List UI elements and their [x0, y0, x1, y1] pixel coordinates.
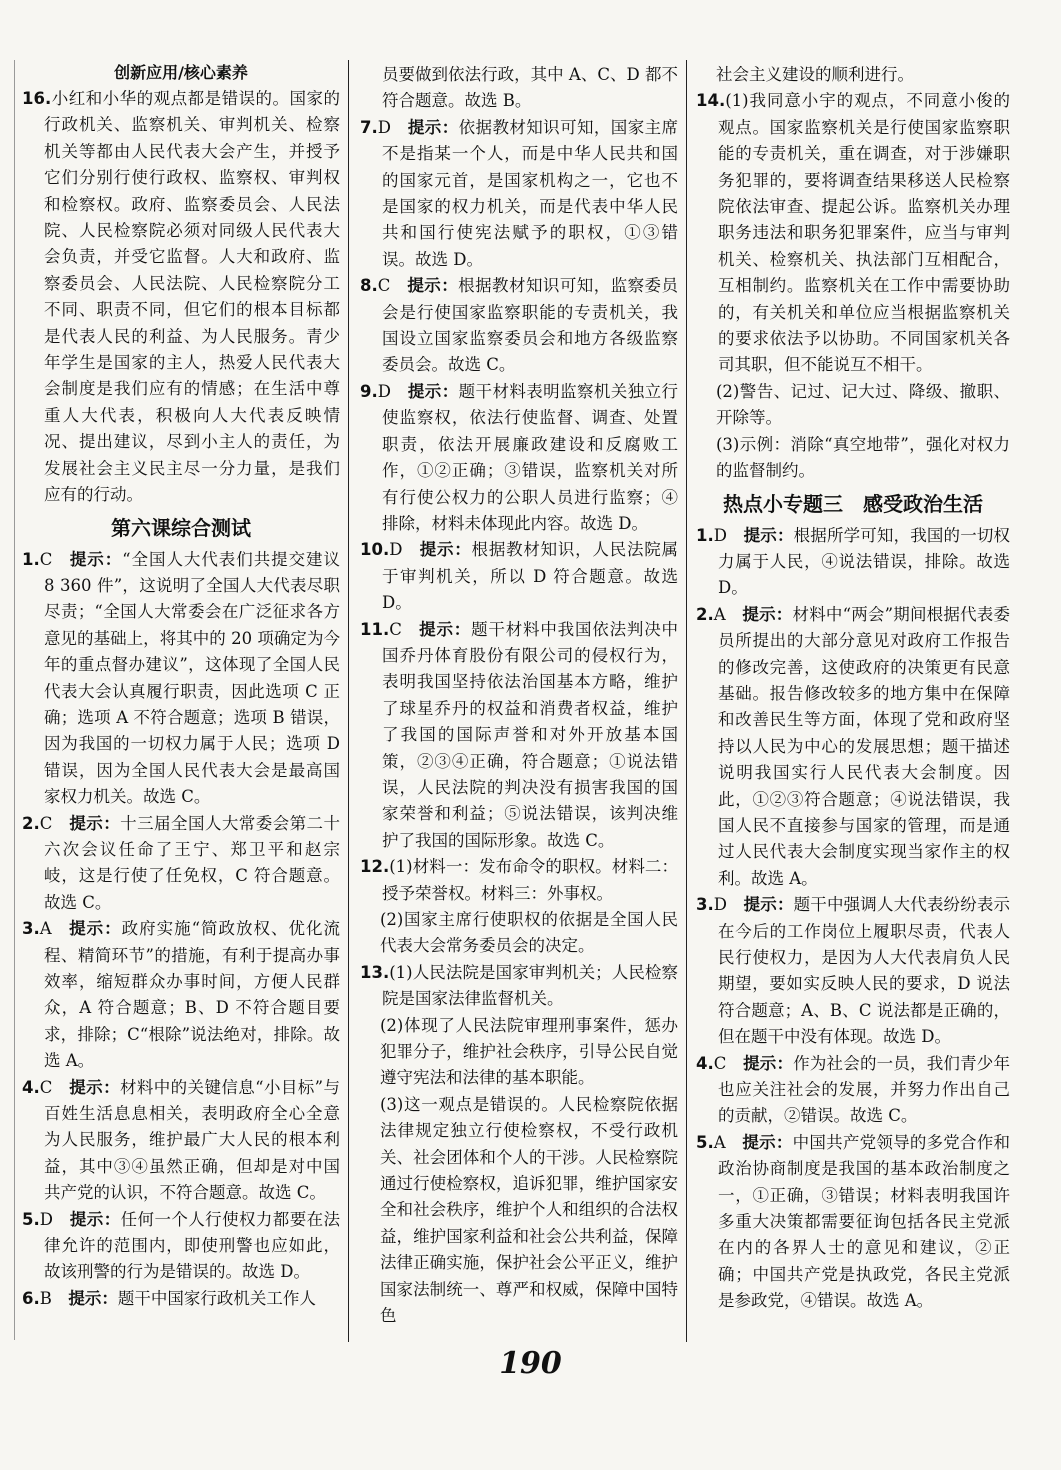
answer-text: 根据所学可知，我国的一切权力属于人民，④说法错误，排除。故选 D。: [718, 525, 1011, 598]
answer-text: 政府实施“简政放权、优化流程、精简环节”的措施，有利于提高办事效率，缩短群众办事时间，方便人民群众，A 符合题意；B、D 不符合题目要求，排除；C“根除”说法绝对，排除。故选 A。: [44, 919, 341, 1071]
answer-text: (1)人民法院是国家审判机关；人民检察院是国家法律监督机关。: [382, 962, 678, 1009]
answer-choice: D: [377, 117, 391, 137]
hint-label: 提示：: [68, 919, 122, 939]
hint-label: 提示：: [68, 549, 123, 569]
binding-margin: [0, 60, 15, 1340]
question-number: 3.: [22, 919, 40, 939]
page-number: 190: [499, 1346, 562, 1381]
answer-item: [696, 88, 1010, 378]
hint-label: 提示：: [418, 540, 472, 560]
answer-subpart: (3)这一观点是错误的。人民检察院依据法律规定独立行使检察权，不受行政机关、社会团体和个人的干涉。人民检察院通过行使检察权，追诉犯罪，维护国家安全和社会秩序，维护个人和组织的合法权益，维护国家利益和社会公共利益，保障法律正确实施，保护社会公平正义，维护国家法制统一、尊严和权威，保障中国特色: [380, 1094, 678, 1326]
question-number: 1.: [696, 525, 714, 545]
hint-label: 提示：: [743, 895, 794, 915]
section-title: 第六课综合测试: [111, 515, 251, 540]
answer-text: 任何一个人行使权力都要在法律允许的范围内，即使刑警也应如此，故该刑警的行为是错误的。故选 D。: [44, 1209, 341, 1282]
question-number: 7.: [360, 117, 378, 137]
answer-subpart: (3)示例：消除“真空地带”，强化对权力的监督制约。: [716, 434, 1010, 481]
continued-text: 社会主义建设的顺利进行。: [716, 65, 914, 84]
hint-label: 提示：: [68, 813, 121, 833]
question-number: 14.: [696, 91, 726, 111]
answer-choice: C: [389, 619, 402, 639]
answer-choice: C: [713, 1053, 727, 1073]
answer-text: 题干材料中我国依法判决中国乔丹体育股份有限公司的侵权行为，表明我国坚持依法治国基本方略，维护了球星乔丹的权益和消费者权益，维护了我国的国际声誉和对外开放基本国策，②③④正确，符合题意；①说法错误，人民法院的判决没有损害我国的国家荣誉和利益；⑤说法错误，该判决维护了我国的国际形象。故选 C。: [382, 619, 679, 850]
answer-text: 根据教材知识，人民法院属于审判机关，所以 D 符合题意。故选 D。: [382, 540, 679, 613]
question-number: 2.: [22, 813, 40, 833]
answer-item: [696, 523, 1010, 602]
answer-item: [360, 617, 678, 855]
answer-text: 材料中的关键信息“小目标”与百姓生活息息相关，表明政府全心全意为人民服务，维护最广大人民的根本利益，其中③④虽然正确，但却是对中国共产党的认识，不符合题意。故选 C。: [44, 1077, 341, 1203]
answer-item: [360, 537, 678, 616]
section-title: 热点小专题三 感受政治生活: [723, 491, 983, 516]
continued-text: 员要做到依法行政，其中 A、C、D 都不符合题意。故选 B。: [382, 65, 678, 111]
answer-text: 材料中“两会”期间根据代表委员所提出的大部分意见对政府工作报告的修改完善，这使政府的决策更有民意基础。报告修改较多的地方集中在保障和改善民生等方面，体现了党和政府坚持以人民为中心的发展思想；题干描述说明我国实行人民代表大会制度。因此，①②③符合题意；④说法错误，我国人民不直接参与国家的管理，而是通过人民代表大会制度实现当家作主的权利。故选 A。: [718, 604, 1010, 888]
hint-label: 提示：: [418, 619, 472, 639]
question-number: 4.: [22, 1077, 40, 1097]
question-number: 16.: [22, 89, 52, 108]
answer-item: [360, 379, 678, 537]
answer-item: [22, 86, 340, 509]
answer-choice: D: [713, 895, 727, 915]
question-number: 9.: [360, 381, 378, 401]
answer-item: [696, 602, 1010, 892]
question-number: 13.: [360, 962, 390, 982]
answer-text: 题干材料表明监察机关独立行使监察权，依法行使监督、调查、处置职责，依法开展廉政建设和反腐败工作，①②正确；③错误，监察机关对所有行使公权力的公职人员进行监察；④排除，材料未体现此内容。故选 D。: [382, 381, 679, 533]
answer-text: (1)我同意小宇的观点，不同意小俊的观点。国家监察机关是行使国家监察职能的专责机关，重在调查，对于涉嫌职务犯罪的，要将调查结果移送人民检察院依法审查、提起公诉。监察机关办理职务违法和职务犯罪案件，应当与审判机关、检察机关、执法部门互相配合，互相制约。监察机关在工作中需要协助的，有关机关和单位应当根据监察机关的要求依法予以协助。不同国家机关各司其职，但不能说互不相干。: [718, 91, 1010, 375]
hint-label: 提示：: [742, 604, 793, 624]
question-number: 5.: [22, 1209, 40, 1229]
answer-item: [22, 547, 340, 811]
answer-choice: C: [377, 276, 391, 296]
answer-subpart: (2)体现了人民法院审理刑事案件，惩办犯罪分子，维护社会秩序，引导公民自觉遵守宪法和法律的基本职能。: [380, 1015, 678, 1088]
column-divider: [348, 60, 349, 1342]
answer-choice: C: [39, 813, 53, 833]
column-left: [22, 62, 340, 1312]
hint-label: 提示：: [743, 525, 794, 545]
answer-choice: D: [713, 525, 727, 545]
answer-text: 小红和小华的观点都是错误的。国家的行政机关、监察机关、审判机关、检察机关等都由人民代表大会产生，并授予它们分别行使行政权、监察权、审判权和检察权。政府、监察委员会、人民法院、人民检察院必须对同级人民代表大会负责，并受它监督。人大和政府、监察委员会、人民法院、人民检察院分工不同、职责不同，但它们的根本目标都是代表人民的利益、为人民服务。青少年学生是国家的主人，热爱人民代表大会制度是我们应有的情感；在生活中尊重人大代表，积极向人大代表反映情况、提出建议，尽到小主人的责任，为发展社会主义民主尽一分力量，是我们应有的行动。: [44, 89, 340, 505]
answer-list: [696, 523, 1010, 1315]
hint-label: 提示：: [742, 1132, 793, 1152]
answer-item: [360, 960, 678, 1013]
section-heading: 创新应用/核心素养: [114, 63, 248, 82]
answer-choice: A: [39, 919, 52, 939]
answer-item: [22, 811, 340, 917]
answer-text: (1)材料一：发布命令的职权。材料二：授予荣誉权。材料三：外事权。: [382, 857, 678, 903]
answer-choice: D: [377, 381, 391, 401]
answer-subpart: (2)国家主席行使职权的依据是全国人民代表大会常务委员会的决定。: [380, 910, 678, 956]
question-number: 2.: [696, 604, 714, 624]
question-number: 10.: [360, 540, 390, 560]
answer-choice: C: [39, 549, 53, 569]
answer-list: [22, 547, 340, 1313]
answer-choice: B: [39, 1288, 52, 1308]
answer-text: 依据教材知识可知，国家主席不是指某一个人，而是中华人民共和国的国家元首，是国家机构之一，它也不是国家的权力机关，而是代表中华人民共和国行使宪法赋予的职权，①③错误。故选 D。: [382, 117, 679, 269]
question-number: 12.: [360, 857, 390, 877]
hint-label: 提示：: [69, 1209, 121, 1229]
answer-choice: A: [713, 1132, 726, 1152]
answer-item: [22, 1286, 340, 1312]
question-number: 6.: [22, 1288, 40, 1308]
question-number: 5.: [696, 1132, 714, 1152]
answer-item: [22, 1207, 340, 1286]
answer-item: [22, 916, 340, 1074]
answer-text: 根据教材知识可知，监察委员会是行使国家监察职能的专责机关，我国设立国家监察委员会和地方各级监察委员会。故选 C。: [382, 276, 678, 375]
answer-item: [696, 1130, 1010, 1315]
answer-item: [360, 115, 678, 273]
hint-label: 提示：: [742, 1053, 794, 1073]
question-number: 3.: [696, 895, 714, 915]
answer-item: [360, 273, 678, 379]
column-divider: [686, 60, 687, 1342]
answer-list: [360, 115, 678, 854]
column-right: [696, 62, 1010, 1315]
column-middle: [360, 62, 678, 1330]
hint-label: 提示：: [68, 1288, 118, 1308]
answer-choice: A: [713, 604, 726, 624]
answer-choice: C: [39, 1077, 53, 1097]
hint-label: 提示：: [407, 381, 459, 401]
question-number: 11.: [360, 619, 390, 639]
answer-text: 作为社会的一员，我们青少年也应关注社会的发展，并努力作出自己的贡献，②错误。故选 C。: [718, 1053, 1010, 1126]
question-number: 1.: [22, 549, 40, 569]
hint-label: 提示：: [407, 117, 459, 137]
answer-item: [696, 1051, 1010, 1130]
hint-label: 提示：: [406, 276, 459, 296]
answer-choice: D: [389, 540, 403, 560]
answer-item: [360, 854, 678, 907]
answer-item: [22, 1075, 340, 1207]
answer-text: 中国共产党领导的多党合作和政治协商制度是我国的基本政治制度之一，①正确，③错误；材料表明我国许多重大决策都需要征询包括各民主党派在内的各界人士的意见和建议，②正确；中国共产党是执政党，各民主党派是参政党，④错误。故选 A。: [718, 1132, 1011, 1311]
question-number: 4.: [696, 1053, 714, 1073]
answer-subpart: (2)警告、记过、记大过、降级、撤职、开除等。: [716, 381, 1010, 428]
answer-text: 题干中强调人大代表纷纷表示在今后的工作岗位上履职尽责，代表人民行使权力，是因为人大代表肩负人民期望，要如实反映人民的要求，D 说法符合题意；A、B、C 说法都是正确的，但在题干中没有体现。故选 D。: [718, 895, 1011, 1047]
answer-item: [696, 892, 1010, 1050]
answer-text: 题干中国家行政机关工作人: [117, 1288, 316, 1308]
answer-text: “全国人大代表们共提交建议 8 360 件”，这说明了全国人大代表尽职尽责；“全国人大常委会在广泛征求各方意见的基础上，将其中的 20 项确定为今年的重点督办建议”，这体现了全国人民代表大会认真履行职责，因此选项 C 正确；选项 A 不符合题意；选项 B 错误，因为我国的一切权力属于人民；选项 D 错误，因为全国人民代表大会是最高国家权力机关。故选 C。: [44, 549, 340, 807]
hint-label: 提示：: [68, 1077, 120, 1097]
question-number: 8.: [360, 276, 378, 296]
answer-text: 十三届全国人大常委会第二十六次会议任命了王宁、郑卫平和赵宗岐，这是行使了任免权，C 符合题意。故选 C。: [44, 813, 340, 912]
answer-choice: D: [39, 1209, 53, 1229]
